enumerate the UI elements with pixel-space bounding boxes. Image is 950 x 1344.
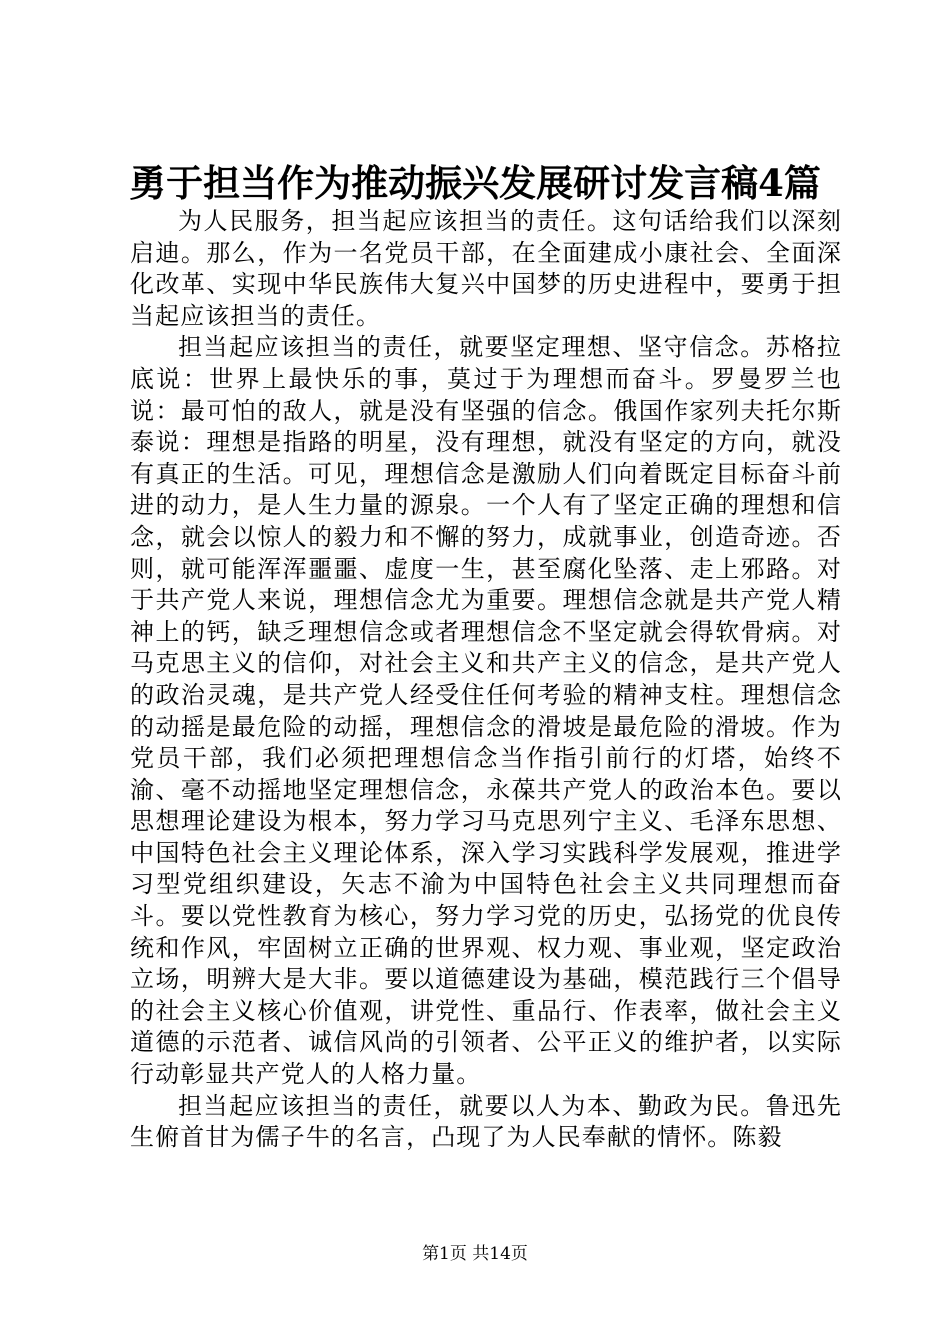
document-title: 勇于担当作为推动振兴发展研讨发言稿4篇	[129, 161, 821, 205]
paragraph: 为人民服务，担当起应该担当的责任。这句话给我们以深刻启迪。那么，作为一名党员干部，在全面建成小康社会、全面深化改革、实现中华民族伟大复兴中国梦的历史进程中，要勇于担当起应该担当的责任。	[130, 207, 842, 330]
document-body	[130, 206, 842, 1154]
paragraph: 担当起应该担当的责任，就要以人为本、勤政为民。鲁迅先生俯首甘为儒子牛的名言，凸现了为人民奉献的情怀。陈毅	[130, 1091, 842, 1152]
paragraph: 担当起应该担当的责任，就要坚定理想、坚守信念。苏格拉底说：世界上最快乐的事，莫过于为理想而奋斗。罗曼罗兰也说：最可怕的敌人，就是没有坚强的信念。俄国作家列夫托尔斯泰说：理想是指路的明星，没有理想，就没有坚定的方向，就没有真正的生活。可见，理想信念是激励人们向着既定目标奋斗前进的动力，是人生力量的源泉。一个人有了坚定正确的理想和信念，就会以惊人的毅力和不懈的努力，成就事业，创造奇迹。否则，就可能浑浑噩噩、虚度一生，甚至腐化坠落、走上邪路。对于共产党人来说，理想信念尤为重要。理想信念就是共产党人精神上的钙，缺乏理想信念或者理想信念不坚定就会得软骨病。对马克思主义的信仰，对社会主义和共产主义的信念，是共产党人的政治灵魂，是共产党人经受住任何考验的精神支柱。理想信念的动摇是最危险的动摇，理想信念的滑坡是最危险的滑坡。作为党员干部，我们必须把理想信念当作指引前行的灯塔，始终不渝、毫不动摇地坚定理想信念，永葆共产党人的政治本色。要以思想理论建设为根本，努力学习马克思列宁主义、毛泽东思想、中国特色社会主义理论体系，深入学习实践科学发展观，推进学习型党组织建设，矢志不渝为中国特色社会主义共同理想而奋斗。要以党性教育为核心，努力学习党的历史，弘扬党的优良传统和作风，牢固树立正确的世界观、权力观、事业观，坚定政治立场，明辨大是大非。要以道德建设为基础，模范践行三个倡导的社会主义核心价值观，讲党性、重品行、作表率，做社会主义道德的示范者、诚信风尚的引领者、公平正义的维护者，以实际行动彰显共产党人的人格力量。	[130, 333, 842, 1089]
page-footer: 第1页 共14页	[422, 1244, 528, 1264]
